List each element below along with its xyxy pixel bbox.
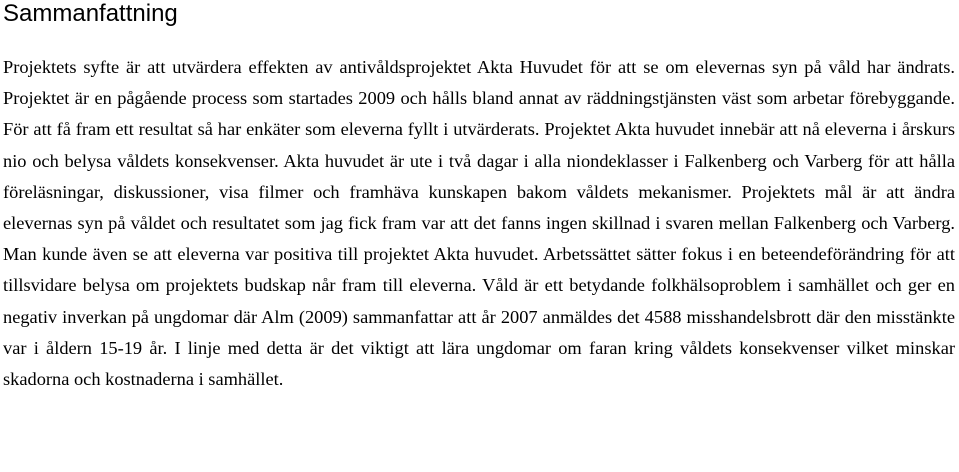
document-page (3, 0, 955, 395)
summary-paragraph: Projektets syfte är att utvärdera effekten av antivåldsprojektet Akta Huvudet för att se om elevernas syn på våld har ändrats. Projektet är en pågående process som startades 2009 och hålls bland annat av räddningstjänsten väst som arbetar förebyggande. För att få fram ett resultat så har enkäter som eleverna fyllt i utvärderats. Projektet Akta huvudet innebär att nå eleverna i årskurs nio och belysa våldets konsekvenser. Akta huvudet är ute i två dagar i alla niondeklasser i Falkenberg och Varberg för att hålla föreläsningar, diskussioner, visa filmer och framhäva kunskapen bakom våldets mekanismer. Projektets mål är att ändra elevernas syn på våldet och resultatet som jag fick fram var att det fanns ingen skillnad i svaren mellan Falkenberg och Varberg. Man kunde även se att eleverna var positiva till projektet Akta huvudet. Arbetssättet sätter fokus i en beteendeförändring för att tillsvidare belysa om projektets budskap når fram till eleverna. Våld är ett betydande folkhälsoproblem i samhället och ger en negativ inverkan på ungdomar där Alm (2009) sammanfattar att år 2007 anmäldes det 4588 misshandelsbrott där den misstänkte var i åldern 15-19 år. I linje med detta är det viktigt att lära ungdomar om faran kring våldets konsekvenser vilket minskar skadorna och kostnaderna i samhället. (3, 57, 955, 390)
section-heading: Sammanfattning (3, 0, 178, 27)
